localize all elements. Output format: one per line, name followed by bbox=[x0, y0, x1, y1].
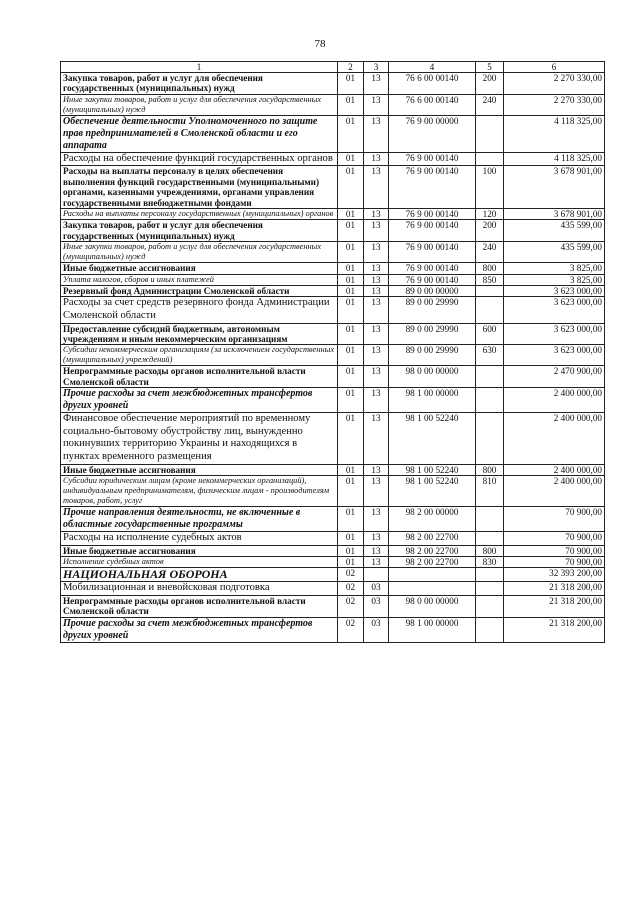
section-code-cell: 01 bbox=[338, 242, 364, 263]
subsection-code-cell: 13 bbox=[364, 297, 389, 323]
table-row bbox=[61, 545, 605, 556]
amount-cell: 3 825,00 bbox=[504, 274, 605, 285]
target-item-code-cell: 98 1 00 00000 bbox=[389, 617, 476, 642]
expense-type-code-cell: 200 bbox=[476, 220, 504, 242]
target-item-code-cell: 76 9 00 00140 bbox=[389, 242, 476, 263]
row-name-cell: Иные бюджетные ассигнования bbox=[61, 263, 338, 274]
amount-cell: 32 393 200,00 bbox=[504, 568, 605, 582]
row-name-cell: Субсидии юридическим лицам (кроме некоммерческих организаций), индивидуальным предпринимателям, физическим лицам - производителям товаров, работ, услуг bbox=[61, 476, 338, 507]
subsection-code-cell: 13 bbox=[364, 545, 389, 556]
row-name-cell: Уплата налогов, сборов и иных платежей bbox=[61, 274, 338, 285]
subsection-code-cell: 13 bbox=[364, 388, 389, 413]
subsection-code-cell: 13 bbox=[364, 209, 389, 220]
table-row bbox=[61, 297, 605, 323]
section-code-cell: 01 bbox=[338, 557, 364, 568]
section-code-cell: 02 bbox=[338, 568, 364, 582]
amount-cell: 3 623 000,00 bbox=[504, 323, 605, 345]
amount-cell: 70 900,00 bbox=[504, 532, 605, 546]
section-code-cell: 01 bbox=[338, 94, 364, 115]
table-row bbox=[61, 532, 605, 546]
expense-type-code-cell: 100 bbox=[476, 166, 504, 209]
row-name-cell: Непрограммные расходы органов исполнительной власти Смоленской области bbox=[61, 366, 338, 388]
row-name-cell: Расходы за счет средств резервного фонда Администрации Смоленской области bbox=[61, 297, 338, 323]
expense-type-code-cell bbox=[476, 507, 504, 532]
target-item-code-cell bbox=[389, 568, 476, 582]
expense-type-code-cell: 630 bbox=[476, 345, 504, 366]
table-row bbox=[61, 366, 605, 388]
amount-cell: 21 318 200,00 bbox=[504, 596, 605, 618]
expense-type-code-cell bbox=[476, 413, 504, 464]
subsection-code-cell: 13 bbox=[364, 323, 389, 345]
table-row bbox=[61, 166, 605, 209]
row-name-cell: Закупка товаров, работ и услуг для обеспечения государственных (муниципальных) нужд bbox=[61, 73, 338, 95]
target-item-code-cell: 98 1 00 00000 bbox=[389, 388, 476, 413]
row-name-cell: Иные бюджетные ассигнования bbox=[61, 464, 338, 475]
section-code-cell: 01 bbox=[338, 73, 364, 95]
subsection-code-cell: 13 bbox=[364, 507, 389, 532]
amount-cell: 2 400 000,00 bbox=[504, 413, 605, 464]
amount-cell: 3 678 901,00 bbox=[504, 166, 605, 209]
expense-type-code-cell bbox=[476, 532, 504, 546]
section-code-cell: 01 bbox=[338, 532, 364, 546]
table-row bbox=[61, 286, 605, 297]
subsection-code-cell bbox=[364, 568, 389, 582]
row-name-cell: Предоставление субсидий бюджетным, автономным учреждениям и иным некоммерческим организациям bbox=[61, 323, 338, 345]
section-code-cell: 01 bbox=[338, 263, 364, 274]
subsection-code-cell: 13 bbox=[364, 166, 389, 209]
target-item-code-cell: 98 2 00 22700 bbox=[389, 557, 476, 568]
subsection-code-cell: 13 bbox=[364, 115, 389, 152]
amount-cell: 4 118 325,00 bbox=[504, 152, 605, 166]
subsection-code-cell: 13 bbox=[364, 345, 389, 366]
amount-cell: 3 678 901,00 bbox=[504, 209, 605, 220]
amount-cell: 3 623 000,00 bbox=[504, 297, 605, 323]
page-number: 78 bbox=[314, 38, 326, 50]
target-item-code-cell bbox=[389, 582, 476, 596]
subsection-code-cell: 13 bbox=[364, 557, 389, 568]
table-row bbox=[61, 413, 605, 464]
section-code-cell: 01 bbox=[338, 115, 364, 152]
row-name-cell: Иные закупки товаров, работ и услуг для обеспечения государственных (муниципальных) нужд bbox=[61, 242, 338, 263]
row-name-cell: Обеспечение деятельности Уполномоченного по защите прав предпринимателей в Смоленской области и его аппарата bbox=[61, 115, 338, 152]
section-code-cell: 02 bbox=[338, 617, 364, 642]
budget-table bbox=[60, 61, 605, 643]
row-name-cell: Субсидии некоммерческим организациям (за исключением государственных (муниципальных) учреждений) bbox=[61, 345, 338, 366]
row-name-cell: Иные бюджетные ассигнования bbox=[61, 545, 338, 556]
subsection-code-cell: 13 bbox=[364, 73, 389, 95]
section-code-cell: 01 bbox=[338, 286, 364, 297]
column-numbers-row bbox=[61, 62, 605, 73]
target-item-code-cell: 76 9 00 00140 bbox=[389, 209, 476, 220]
row-name-cell: Мобилизационная и вневойсковая подготовка bbox=[61, 582, 338, 596]
section-code-cell: 02 bbox=[338, 582, 364, 596]
amount-cell: 435 599,00 bbox=[504, 242, 605, 263]
subsection-code-cell: 13 bbox=[364, 152, 389, 166]
expense-type-code-cell bbox=[476, 286, 504, 297]
subsection-code-cell: 13 bbox=[364, 413, 389, 464]
amount-cell: 3 623 000,00 bbox=[504, 286, 605, 297]
expense-type-code-cell: 200 bbox=[476, 73, 504, 95]
table-row bbox=[61, 388, 605, 413]
target-item-code-cell: 76 9 00 00140 bbox=[389, 166, 476, 209]
target-item-code-cell: 98 2 00 00000 bbox=[389, 507, 476, 532]
table-row bbox=[61, 596, 605, 618]
target-item-code-cell: 76 9 00 00140 bbox=[389, 263, 476, 274]
expense-type-code-cell bbox=[476, 596, 504, 618]
table-row bbox=[61, 220, 605, 242]
expense-type-code-cell bbox=[476, 582, 504, 596]
amount-cell: 3 623 000,00 bbox=[504, 345, 605, 366]
target-item-code-cell: 76 6 00 00140 bbox=[389, 73, 476, 95]
expense-type-code-cell bbox=[476, 115, 504, 152]
section-code-cell: 01 bbox=[338, 220, 364, 242]
table-row bbox=[61, 464, 605, 475]
amount-cell: 2 400 000,00 bbox=[504, 464, 605, 475]
target-item-code-cell: 76 6 00 00140 bbox=[389, 94, 476, 115]
section-code-cell: 01 bbox=[338, 366, 364, 388]
row-name-cell: Финансовое обеспечение мероприятий по временному социально-бытовому обустройству лиц, вынужденно покинувших территорию Украины и находящихся в пунктах временного размещения bbox=[61, 413, 338, 464]
row-name-cell: Исполнение судебных актов bbox=[61, 557, 338, 568]
target-item-code-cell: 76 9 00 00140 bbox=[389, 220, 476, 242]
subsection-code-cell: 03 bbox=[364, 617, 389, 642]
row-name-cell: Закупка товаров, работ и услуг для обеспечения государственных (муниципальных) нужд bbox=[61, 220, 338, 242]
table-row bbox=[61, 568, 605, 582]
subsection-code-cell: 13 bbox=[364, 263, 389, 274]
target-item-code-cell: 98 2 00 22700 bbox=[389, 545, 476, 556]
section-code-cell: 01 bbox=[338, 545, 364, 556]
table-row bbox=[61, 152, 605, 166]
target-item-code-cell: 89 0 00 29990 bbox=[389, 345, 476, 366]
section-code-cell: 01 bbox=[338, 209, 364, 220]
amount-cell: 2 400 000,00 bbox=[504, 388, 605, 413]
table-row bbox=[61, 115, 605, 152]
table-row bbox=[61, 263, 605, 274]
expense-type-code-cell bbox=[476, 617, 504, 642]
table-row bbox=[61, 274, 605, 285]
table-row bbox=[61, 476, 605, 507]
section-code-cell: 01 bbox=[338, 297, 364, 323]
subsection-code-cell: 03 bbox=[364, 582, 389, 596]
subsection-code-cell: 13 bbox=[364, 220, 389, 242]
amount-cell: 435 599,00 bbox=[504, 220, 605, 242]
section-code-cell: 01 bbox=[338, 323, 364, 345]
amount-cell: 4 118 325,00 bbox=[504, 115, 605, 152]
section-code-cell: 01 bbox=[338, 152, 364, 166]
subsection-code-cell: 13 bbox=[364, 366, 389, 388]
column-number: 1 bbox=[61, 62, 338, 73]
amount-cell: 2 270 330,00 bbox=[504, 73, 605, 95]
subsection-code-cell: 13 bbox=[364, 476, 389, 507]
expense-type-code-cell bbox=[476, 297, 504, 323]
budget-table-body bbox=[61, 62, 605, 643]
row-name-cell: Прочие расходы за счет межбюджетных трансфертов других уровней bbox=[61, 617, 338, 642]
table-row bbox=[61, 507, 605, 532]
target-item-code-cell: 98 0 00 00000 bbox=[389, 366, 476, 388]
amount-cell: 70 900,00 bbox=[504, 557, 605, 568]
target-item-code-cell: 98 2 00 22700 bbox=[389, 532, 476, 546]
target-item-code-cell: 89 0 00 29990 bbox=[389, 297, 476, 323]
section-code-cell: 01 bbox=[338, 388, 364, 413]
target-item-code-cell: 76 9 00 00140 bbox=[389, 152, 476, 166]
section-code-cell: 01 bbox=[338, 464, 364, 475]
row-name-cell: Непрограммные расходы органов исполнительной власти Смоленской области bbox=[61, 596, 338, 618]
expense-type-code-cell: 240 bbox=[476, 242, 504, 263]
subsection-code-cell: 13 bbox=[364, 242, 389, 263]
subsection-code-cell: 13 bbox=[364, 464, 389, 475]
expense-type-code-cell bbox=[476, 152, 504, 166]
column-number: 4 bbox=[389, 62, 476, 73]
subsection-code-cell: 13 bbox=[364, 286, 389, 297]
target-item-code-cell: 98 1 00 52240 bbox=[389, 476, 476, 507]
amount-cell: 21 318 200,00 bbox=[504, 617, 605, 642]
row-name-cell: Расходы на выплаты персоналу в целях обеспечения выполнения функций государственными (муниципальными) органами, казенными учреждениями, органами управления государственными внебюджетными фондами bbox=[61, 166, 338, 209]
row-name-cell: Резервный фонд Администрации Смоленской области bbox=[61, 286, 338, 297]
expense-type-code-cell: 600 bbox=[476, 323, 504, 345]
subsection-code-cell: 13 bbox=[364, 532, 389, 546]
subsection-code-cell: 03 bbox=[364, 596, 389, 618]
section-code-cell: 01 bbox=[338, 413, 364, 464]
column-number: 5 bbox=[476, 62, 504, 73]
subsection-code-cell: 13 bbox=[364, 274, 389, 285]
table-row bbox=[61, 323, 605, 345]
section-code-cell: 02 bbox=[338, 596, 364, 618]
table-row bbox=[61, 617, 605, 642]
section-code-cell: 01 bbox=[338, 166, 364, 209]
expense-type-code-cell bbox=[476, 568, 504, 582]
expense-type-code-cell: 800 bbox=[476, 263, 504, 274]
table-row bbox=[61, 94, 605, 115]
target-item-code-cell: 76 9 00 00140 bbox=[389, 274, 476, 285]
subsection-code-cell: 13 bbox=[364, 94, 389, 115]
amount-cell: 2 400 000,00 bbox=[504, 476, 605, 507]
amount-cell: 2 270 330,00 bbox=[504, 94, 605, 115]
section-code-cell: 01 bbox=[338, 274, 364, 285]
expense-type-code-cell: 800 bbox=[476, 545, 504, 556]
target-item-code-cell: 89 0 00 29990 bbox=[389, 323, 476, 345]
amount-cell: 3 825,00 bbox=[504, 263, 605, 274]
table-row bbox=[61, 557, 605, 568]
table-row bbox=[61, 242, 605, 263]
amount-cell: 21 318 200,00 bbox=[504, 582, 605, 596]
table-row bbox=[61, 73, 605, 95]
expense-type-code-cell: 120 bbox=[476, 209, 504, 220]
amount-cell: 2 470 900,00 bbox=[504, 366, 605, 388]
row-name-cell: Расходы на исполнение судебных актов bbox=[61, 532, 338, 546]
row-name-cell: Иные закупки товаров, работ и услуг для обеспечения государственных (муниципальных) нужд bbox=[61, 94, 338, 115]
expense-type-code-cell bbox=[476, 388, 504, 413]
target-item-code-cell: 89 0 00 00000 bbox=[389, 286, 476, 297]
column-number: 2 bbox=[338, 62, 364, 73]
expense-type-code-cell: 810 bbox=[476, 476, 504, 507]
amount-cell: 70 900,00 bbox=[504, 507, 605, 532]
table-row bbox=[61, 209, 605, 220]
expense-type-code-cell: 830 bbox=[476, 557, 504, 568]
section-code-cell: 01 bbox=[338, 507, 364, 532]
column-number: 3 bbox=[364, 62, 389, 73]
row-name-cell: Расходы на обеспечение функций государственных органов bbox=[61, 152, 338, 166]
target-item-code-cell: 98 1 00 52240 bbox=[389, 413, 476, 464]
target-item-code-cell: 98 0 00 00000 bbox=[389, 596, 476, 618]
row-name-cell: Прочие расходы за счет межбюджетных трансфертов других уровней bbox=[61, 388, 338, 413]
expense-type-code-cell: 800 bbox=[476, 464, 504, 475]
section-code-cell: 01 bbox=[338, 345, 364, 366]
section-code-cell: 01 bbox=[338, 476, 364, 507]
row-name-cell: Прочие направления деятельности, не включенные в областные государственные программы bbox=[61, 507, 338, 532]
table-row bbox=[61, 582, 605, 596]
expense-type-code-cell bbox=[476, 366, 504, 388]
expense-type-code-cell: 850 bbox=[476, 274, 504, 285]
target-item-code-cell: 98 1 00 52240 bbox=[389, 464, 476, 475]
row-name-cell: Расходы на выплаты персоналу государственных (муниципальных) органов bbox=[61, 209, 338, 220]
amount-cell: 70 900,00 bbox=[504, 545, 605, 556]
table-row bbox=[61, 345, 605, 366]
row-name-cell: НАЦИОНАЛЬНАЯ ОБОРОНА bbox=[61, 568, 338, 582]
expense-type-code-cell: 240 bbox=[476, 94, 504, 115]
target-item-code-cell: 76 9 00 00000 bbox=[389, 115, 476, 152]
column-number: 6 bbox=[504, 62, 605, 73]
